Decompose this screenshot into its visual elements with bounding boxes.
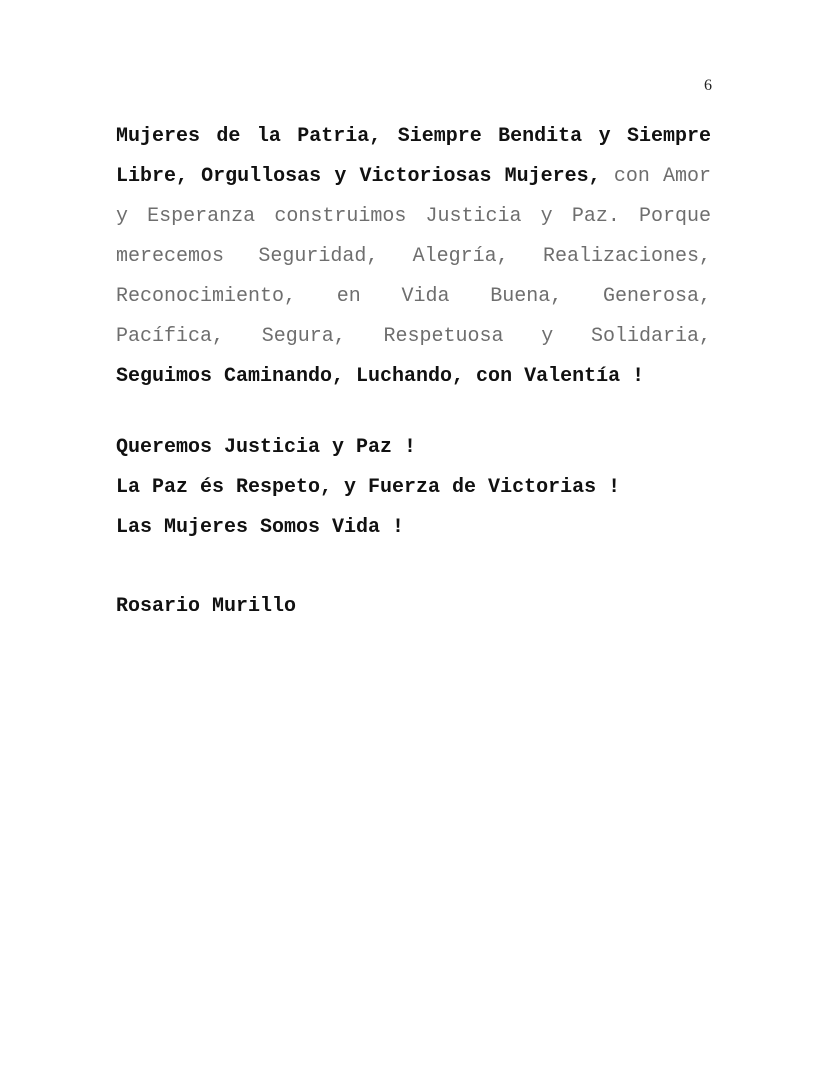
paragraph-bold-intro: Mujeres de la Patria, Siempre Bendita y Siempre Libre, Orgullosas y Victoriosas Mujeres, — [116, 125, 711, 188]
slogan-line: Las Mujeres Somos Vida ! — [116, 516, 405, 539]
slogan-line: Queremos Justicia y Paz ! — [116, 436, 417, 459]
main-paragraph — [116, 117, 711, 397]
page-number: 6 — [704, 77, 712, 94]
slogan-list — [116, 428, 711, 548]
paragraph-bold-closing: Seguimos Caminando, Luchando, con Valentía ! — [116, 365, 645, 388]
slogan-line: La Paz és Respeto, y Fuerza de Victorias ! — [116, 476, 621, 499]
paragraph-body: con Amor y Esperanza construimos Justicia y Paz. Porque merecemos Seguridad, Alegría, Realizaciones, Reconocimiento, en Vida Buena, Generosa, Pacífica, Segura, Respetuosa y Solidaria, — [116, 165, 711, 348]
document-body — [116, 117, 711, 627]
author-signature: Rosario Murillo — [116, 595, 297, 618]
